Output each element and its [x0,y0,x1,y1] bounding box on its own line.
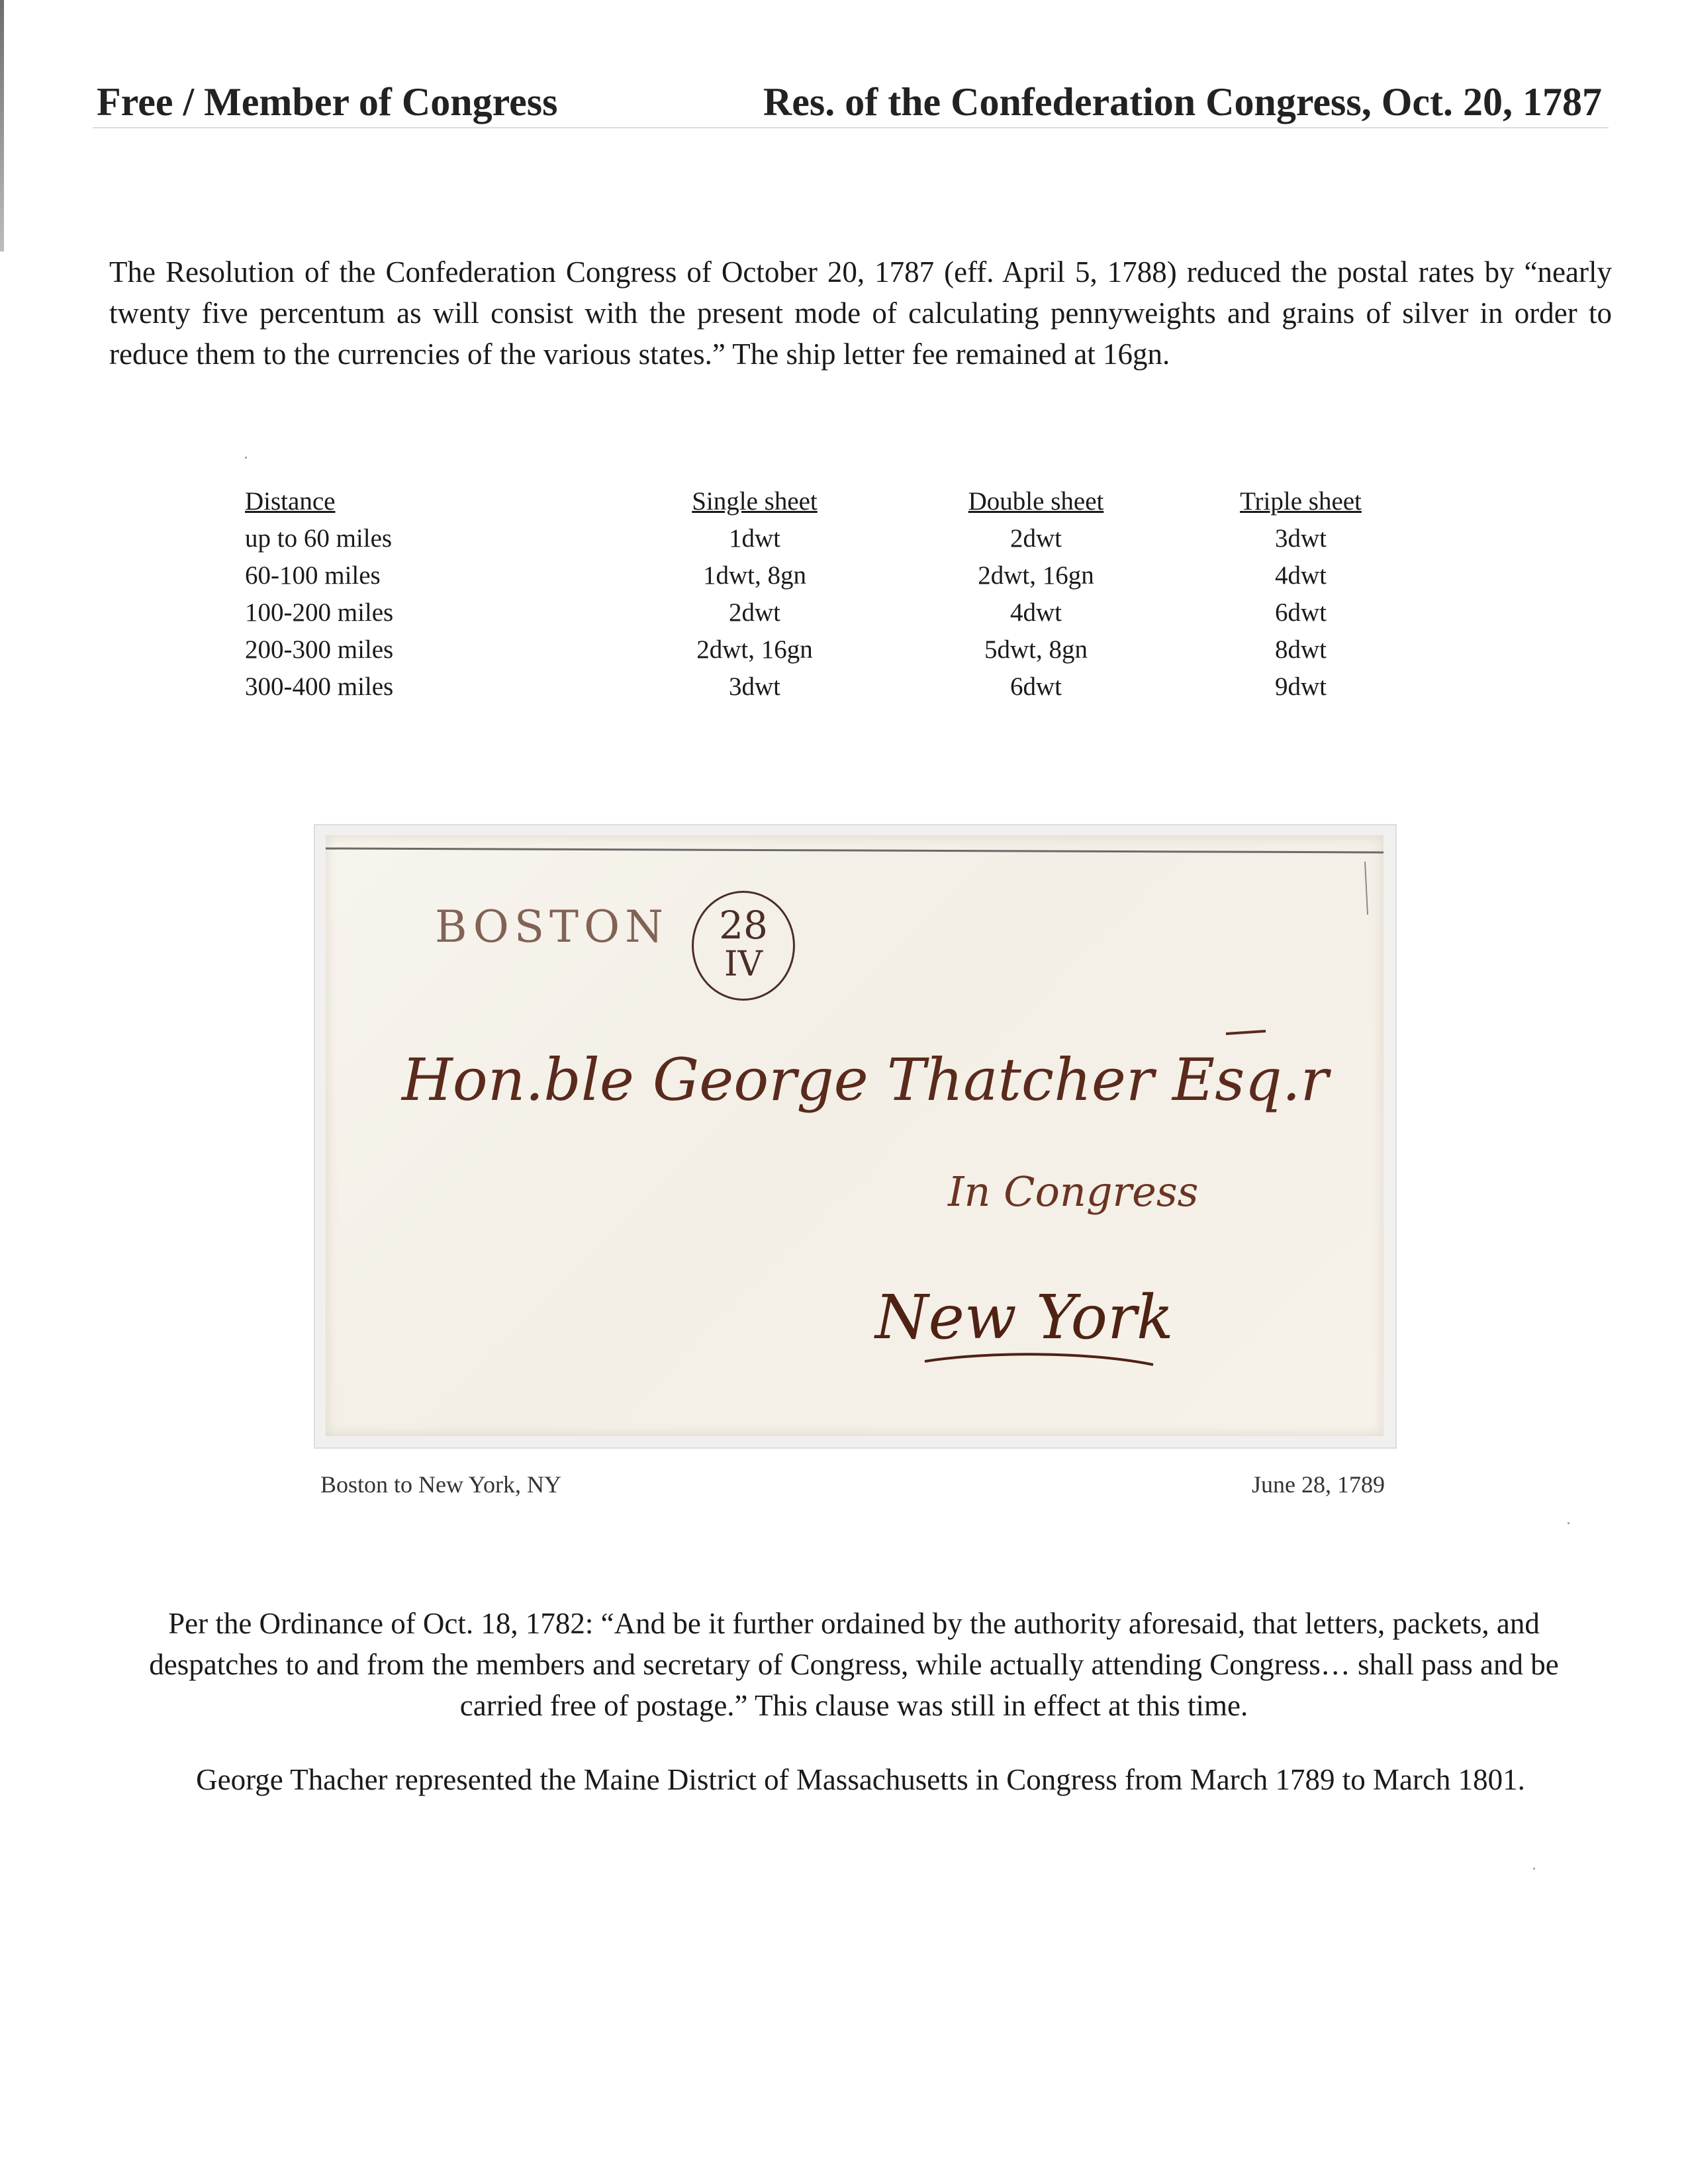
column-header-double: Double sheet [968,487,1104,516]
scan-speck [1568,1522,1570,1524]
address-line-2: In Congress [948,1167,1199,1216]
table-cell: 2dwt, 16gn [696,635,813,664]
thacher-paragraph: George Thacher represented the Maine District of Massachusetts in Congress from March 1789 to March 1801. [196,1763,1525,1796]
table-cell: 8dwt [1275,635,1327,664]
table-row [245,631,1423,668]
table-cell: 60-100 miles [245,561,381,590]
table-cell: 6dwt [1275,598,1327,627]
scan-speck [1533,1868,1535,1870]
address-flourish [925,1354,1153,1365]
column-header-single: Single sheet [692,487,818,516]
table-row [245,594,1423,631]
column-header-distance: Distance [245,487,336,516]
table-cell: 1dwt [729,524,780,553]
intro-paragraph: The Resolution of the Confederation Congress of October 20, 1787 (eff. April 5, 1788) reduced the postal rates by “nearly twenty five percentum as will consist with the present mode of calculating pennyweights and grains of silver in order to reduce them to the currencies of the various states.” The ship letter fee remained at 16gn. [109,255,1612,371]
table-cell: 2dwt [1010,524,1062,553]
page-edge [0,0,4,251]
header-right-title: Res. of the Confederation Congress, Oct. 20, 1787 [763,80,1602,124]
table-row [245,520,1423,557]
table-row [245,557,1423,594]
table-cell: 3dwt [729,672,780,701]
table-cell: 1dwt, 8gn [703,561,806,590]
circular-datestamp [692,891,795,1001]
table-cell: 4dwt [1010,598,1062,627]
header-left-title: Free / Member of Congress [97,80,558,124]
table-row [245,668,1423,705]
table-cell: 4dwt [1275,561,1327,590]
datestamp-day: 28 [719,903,768,948]
table-cell: up to 60 miles [245,524,393,553]
page-header [93,79,1602,132]
stampless-cover [326,835,1383,1436]
scan-speck [245,457,247,459]
boston-postmark: BOSTON [435,901,669,952]
address-line-3: New York [875,1282,1174,1353]
table-cell: 100-200 miles [245,598,394,627]
table-cell: 300-400 miles [245,672,394,701]
cover-date-caption: June 28, 1789 [1252,1471,1385,1498]
table-cell: 200-300 miles [245,635,394,664]
cover-right-fold [1365,862,1368,915]
datestamp-month: IV [724,944,763,984]
address-dash [1226,1031,1266,1034]
postal-rate-table [245,483,1423,705]
address-line-1: Hon.ble George Thatcher Esq.r [402,1046,1329,1114]
header-divider [93,127,1609,128]
cover-top-edge [326,848,1383,852]
rate-table-header-row [245,483,1423,520]
ordinance-paragraph: Per the Ordinance of Oct. 18, 1782: “And be it further ordained by the authority aforesaid, that letters, packets, and despatches to and from the members and secretary of Congress, while actually attending Congress… shall pass and be carried free of postage.” This clause was still in effect at this time. [149,1607,1559,1722]
table-cell: 9dwt [1275,672,1327,701]
cover-route-caption: Boston to New York, NY [320,1471,562,1498]
table-cell: 3dwt [1275,524,1327,553]
table-cell: 2dwt [729,598,780,627]
table-cell: 5dwt, 8gn [984,635,1088,664]
column-header-triple: Triple sheet [1240,487,1362,516]
table-cell: 2dwt, 16gn [978,561,1094,590]
table-cell: 6dwt [1010,672,1062,701]
